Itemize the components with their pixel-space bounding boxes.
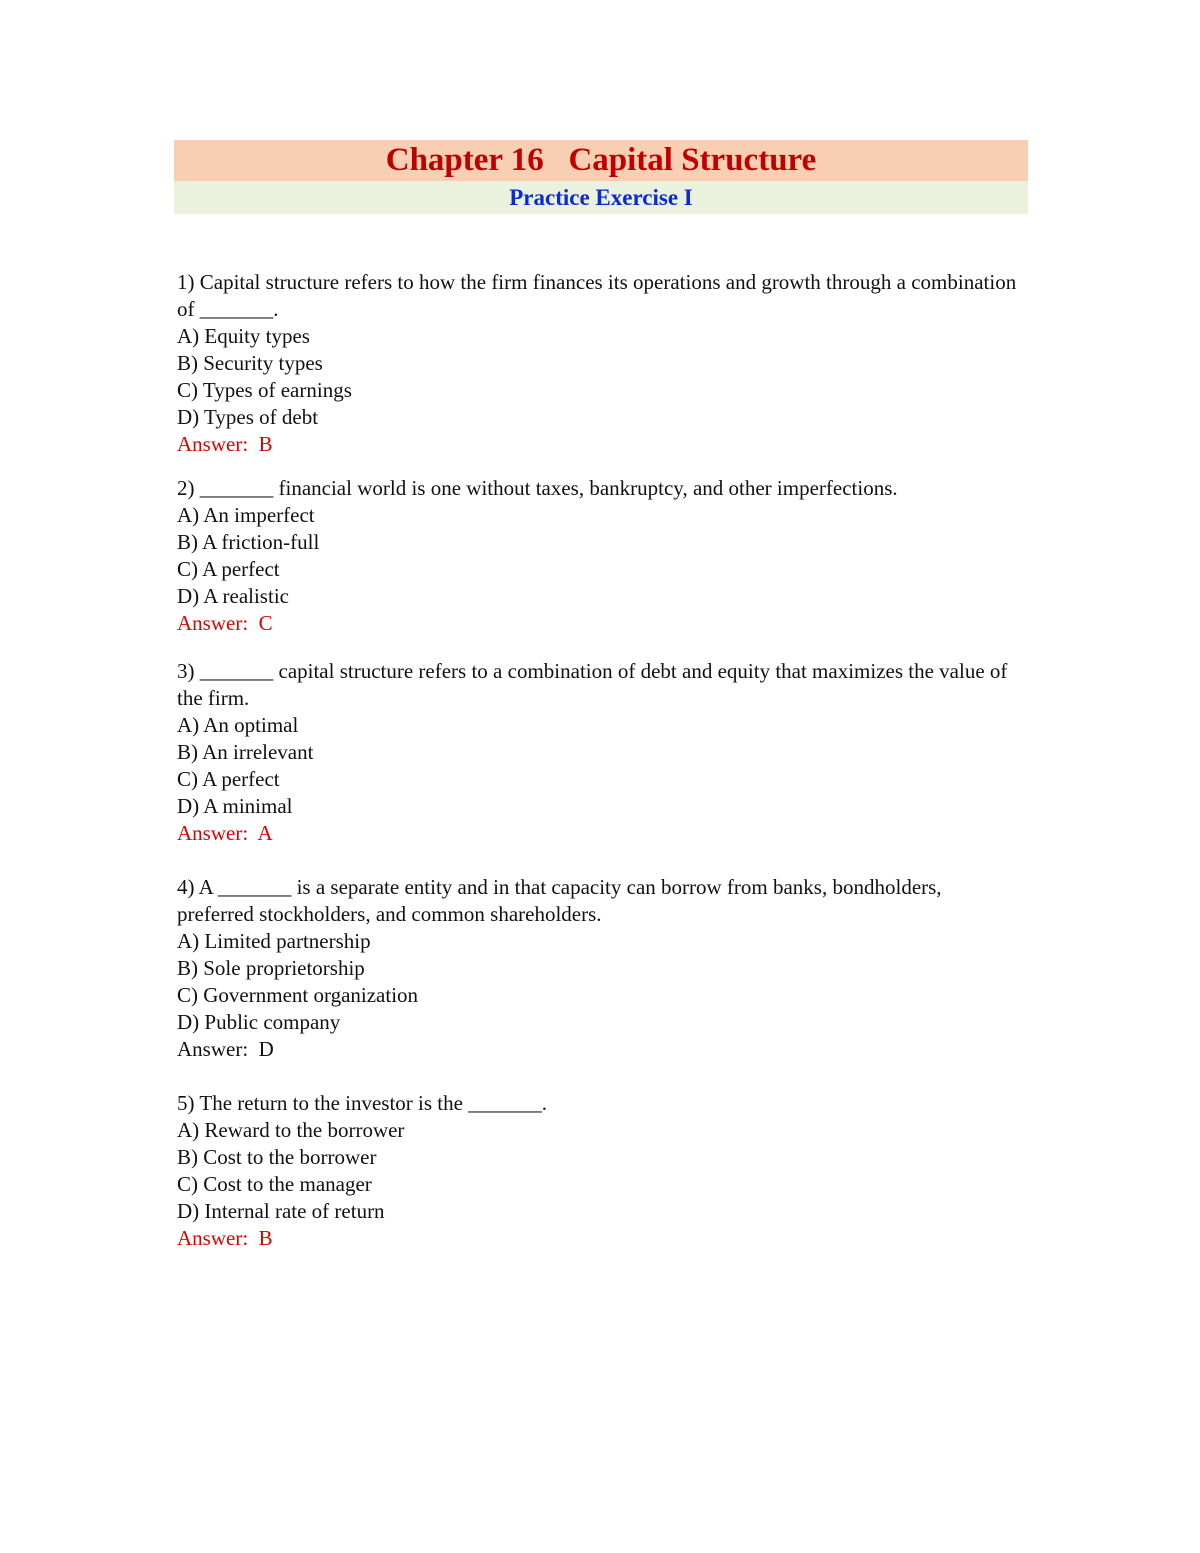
question-text: 3) _______ capital structure refers to a combination of debt and equity that maximizes the value of the firm. [177, 659, 1008, 710]
document-header [174, 140, 1028, 214]
option-d: D) Internal rate of return [177, 1199, 385, 1223]
question-3 [177, 658, 1017, 847]
title-band [174, 140, 1028, 181]
option-b: B) An irrelevant [177, 740, 314, 764]
option-b: B) Security types [177, 351, 323, 375]
question-4 [177, 874, 1017, 1063]
answer: Answer: D [177, 1037, 274, 1061]
option-d: D) Public company [177, 1010, 341, 1034]
question-text: 2) _______ financial world is one without taxes, bankruptcy, and other imperfections. [177, 476, 898, 500]
option-list [177, 323, 1017, 431]
option-c: C) Government organization [177, 983, 419, 1007]
option-c: C) Cost to the manager [177, 1172, 372, 1196]
answer: Answer: A [177, 821, 273, 845]
option-d: D) A minimal [177, 794, 293, 818]
question-text: 1) Capital structure refers to how the firm finances its operations and growth through a combination of _______. [177, 270, 1017, 321]
option-list [177, 928, 1017, 1036]
question-1 [177, 269, 1017, 458]
answer: Answer: B [177, 1226, 273, 1250]
option-list [177, 1117, 1017, 1225]
option-d: D) Types of debt [177, 405, 319, 429]
answer: Answer: C [177, 611, 273, 635]
option-a: A) An imperfect [177, 503, 315, 527]
subtitle-band [174, 181, 1028, 214]
page-subtitle: Practice Exercise I [509, 185, 693, 210]
question-5 [177, 1090, 1017, 1252]
question-text: 5) The return to the investor is the _______. [177, 1091, 547, 1115]
option-c: C) A perfect [177, 767, 280, 791]
option-a: A) Equity types [177, 324, 310, 348]
option-c: C) A perfect [177, 557, 280, 581]
option-c: C) Types of earnings [177, 378, 352, 402]
option-a: A) Reward to the borrower [177, 1118, 405, 1142]
option-a: A) An optimal [177, 713, 299, 737]
question-2 [177, 475, 1017, 637]
option-b: B) Cost to the borrower [177, 1145, 377, 1169]
question-text: 4) A _______ is a separate entity and in that capacity can borrow from banks, bondholders, preferred stockholders, and common shareholders. [177, 875, 942, 926]
option-b: B) Sole proprietorship [177, 956, 365, 980]
option-d: D) A realistic [177, 584, 289, 608]
option-list [177, 502, 1017, 610]
page-title: Chapter 16 Capital Structure [385, 142, 817, 178]
option-a: A) Limited partnership [177, 929, 371, 953]
option-list [177, 712, 1017, 820]
option-b: B) A friction-full [177, 530, 320, 554]
answer: Answer: B [177, 432, 273, 456]
